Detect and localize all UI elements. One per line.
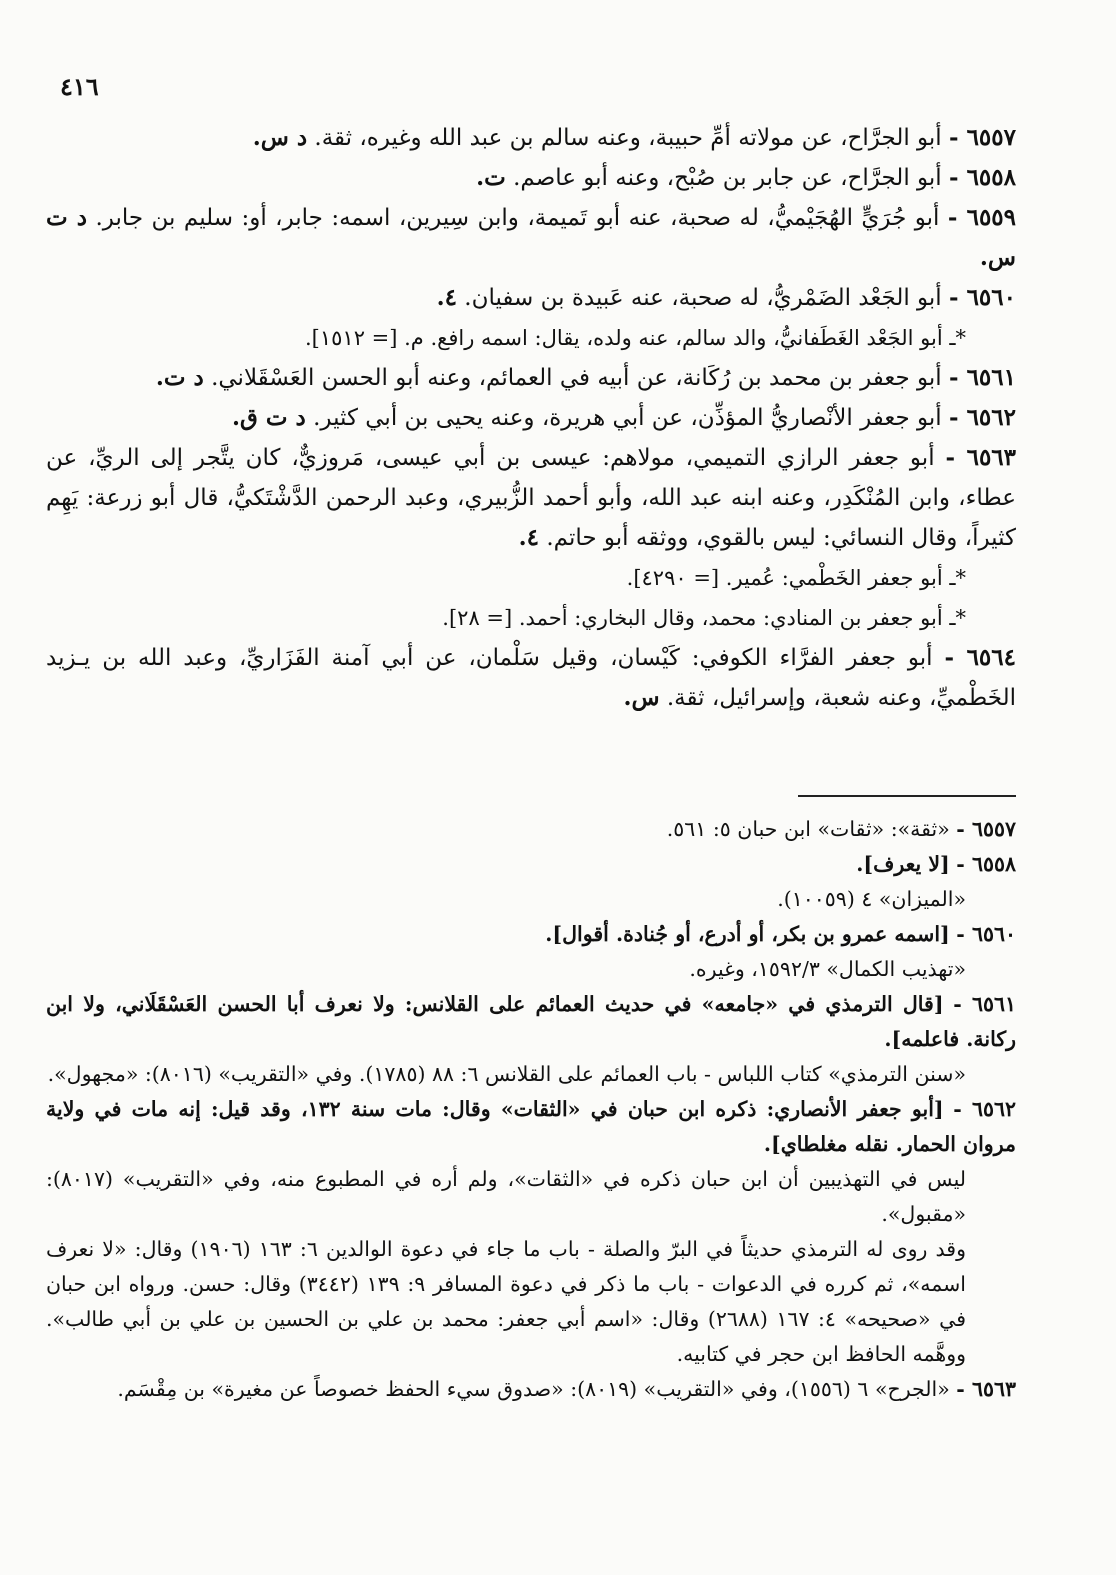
entry: [46, 358, 1016, 398]
footnote: [46, 847, 1016, 882]
entry-number: ٦٥٥٩ -: [947, 204, 1017, 231]
entry-number: ٦٥٦٣ -: [945, 444, 1017, 471]
footnote-divider: [798, 795, 1016, 797]
cross-reference: *ـ أبو جعفر الخَطْمي: عُمير. [= ٤٢٩٠].: [626, 566, 966, 590]
cross-reference: *ـ أبو جعفر بن المنادي: محمد، وقال البخاري: أحمد. [= ٢٨].: [442, 606, 966, 630]
footnote-sub: «الميزان» ٤ (١٠٠٥٩).: [777, 887, 966, 911]
footnote-text: «ثقة»: «ثقات» ابن حبان ٥: ٥٦١.: [666, 817, 950, 841]
entry-sigla: د ت ق.: [232, 404, 306, 431]
footnote-bold-text: [قال الترمذي في «جامعه» في حديث العمائم على القلانس: ولا نعرف أبا الحسن العَسْقَلَاني، ولا ابن ركانة. فاعلمه].: [46, 992, 1016, 1051]
footnote: [46, 812, 1016, 847]
footnote-sub: «سنن الترمذي» كتاب اللباس - باب العمائم على القلانس ٦: ٨٨ (١٧٨٥). وفي «التقريب» (٨٠١٦): «مجهول».: [47, 1062, 966, 1086]
footnote-number: ٦٥٥٧ -: [956, 817, 1016, 841]
footnote: [46, 1372, 1016, 1407]
footnote-bold-text: [اسمه عمرو بن بكر، أو أدرع، أو جُنادة. أقوال].: [545, 922, 950, 946]
entry-sigla: ٤.: [518, 524, 540, 551]
footnote-text: «الجرح» ٦ (١٥٥٦)، وفي «التقريب» (٨٠١٩): «صدوق سيء الحفظ خصوصاً عن مغيرة» بن مِقْسَم.: [117, 1377, 950, 1401]
entry-number: ٦٥٦١ -: [949, 364, 1016, 391]
cross-reference: *ـ أبو الجَعْد الغَطَفانيُّ، والد سالم، عنه ولده، يقال: اسمه رافع. م. [= ١٥١٢].: [304, 326, 966, 350]
page-number: ٤١٦: [60, 72, 99, 101]
entry: [46, 118, 1016, 158]
entry: [46, 198, 1016, 278]
footnote-number: ٦٥٦٢ -: [953, 1097, 1016, 1121]
footnote-number: ٦٥٥٨ -: [956, 852, 1016, 876]
entry-sigla: ٤.: [436, 284, 457, 311]
footnote-sub: ليس في التهذيبين أن ابن حبان ذكره في «الثقات»، ولم أره في المطبوع منه، وفي «التقريب» (٨٠١٧): «مقبول».: [46, 1167, 966, 1226]
footnotes: [46, 812, 1016, 1407]
entry: [46, 278, 1016, 318]
entry-text: أبو الجرَّاح، عن مولاته أمِّ حبيبة، وعنه سالم بن عبد الله وغيره، ثقة.: [314, 125, 942, 151]
entry-sigla: د س.: [252, 124, 308, 151]
footnote-sub: وقد روى له الترمذي حديثاً في البرّ والصلة - باب ما جاء في دعوة الوالدين ٦: ١٦٣ (١٩٠٦) وقال: «لا نعرف اسمه»، ثم كرره في الدعوات - باب ما ذكر في دعوة المسافر ٩: ١٣٩ (٣٤٤٢) وقال: حسن. ورواه ابن حبان في «صحيحه» ٤: ١٦٧ (٢٦٨٨) وقال: «اسم أبي جعفر: محمد بن علي بن الحسين بن علي بن أبي طالب». ووهَّمه الحافظ ابن حجر في كتابيه.: [46, 1237, 967, 1366]
entry-text: أبو جُرَيٍّ الهُجَيْميُّ، له صحبة، عنه أبو تَميمة، وابن سِيرين، اسمه: جابر، أو: سليم بن جابر.: [95, 205, 940, 231]
footnote: [46, 1092, 1016, 1162]
entry-sigla: ت.: [476, 164, 506, 191]
entry: [46, 158, 1016, 198]
entry-sigla: س.: [623, 684, 660, 711]
footnote-bold-text: [لا يعرف].: [856, 852, 950, 876]
entry-text: أبو جعفر بن محمد بن رُكَانة، عن أبيه في العمائم، وعنه أبو الحسن العَسْقَلاني.: [211, 365, 942, 391]
entry-number: ٦٥٦٤ -: [944, 644, 1016, 671]
entry-sigla: د ت.: [155, 364, 204, 391]
entry-text: أبو الجرَّاح، عن جابر بن صُبْح، وعنه أبو عاصم.: [513, 165, 942, 191]
entry-number: ٦٥٥٧ -: [949, 124, 1016, 151]
entry-text: أبو جعفر الرازي التميمي، مولاهم: عيسى بن أبي عيسى، مَروزيٌّ، كان يتَّجر إلى الريِّ، عن عطاء، وابن المُنْكَدِر، وعنه ابنه عبد الله، وأبو أحمد الزُّبيري، وعبد الرحمن الدَّشْتَكيُّ، قال أبو زرعة: يَهِم كثيراً، وقال النسائي: ليس بالقوي، ووثقه أبو حاتم.: [46, 445, 1016, 551]
footnote: [46, 987, 1016, 1057]
entry-text: أبو جعفر الأنْصاريُّ المؤذِّن، عن أبي هريرة، وعنه يحيى بن أبي كثير.: [313, 405, 942, 431]
entry: [46, 398, 1016, 438]
footnote-sub: «تهذيب الكمال» ١٥٩٢/٣، وغيره.: [689, 957, 966, 981]
entry-text: أبو جعفر الفرَّاء الكوفي: كَيْسان، وقيل سَلْمان، عن أبي آمنة الفَزَاريِّ، وعبد الله بن يـزيد الخَطْميِّ، وعنه شعبة، وإسرائيل، ثقة.: [46, 645, 1016, 711]
entry-text: أبو الجَعْد الضَمْريُّ، له صحبة، عنه عَبيدة بن سفيان.: [464, 285, 942, 311]
entry-sigla: د ت س.: [46, 204, 1016, 271]
footnote-number: ٦٥٦٠ -: [956, 922, 1016, 946]
entry-number: ٦٥٦٠ -: [949, 284, 1016, 311]
entry: [46, 638, 1016, 718]
entry-number: ٦٥٥٨ -: [949, 164, 1016, 191]
footnote-number: ٦٥٦٣ -: [956, 1377, 1016, 1401]
entry: [46, 438, 1016, 558]
footnote-bold-text: [أبو جعفر الأنصاري: ذكره ابن حبان في «الثقات» وقال: مات سنة ١٣٢، وقد قيل: إنه مات في ولاية مروان الحمار. نقله مغلطاي].: [46, 1097, 1016, 1156]
footnote-number: ٦٥٦١ -: [953, 992, 1016, 1016]
main-text: [46, 118, 1016, 718]
entry-number: ٦٥٦٢ -: [949, 404, 1016, 431]
footnote: [46, 917, 1016, 952]
